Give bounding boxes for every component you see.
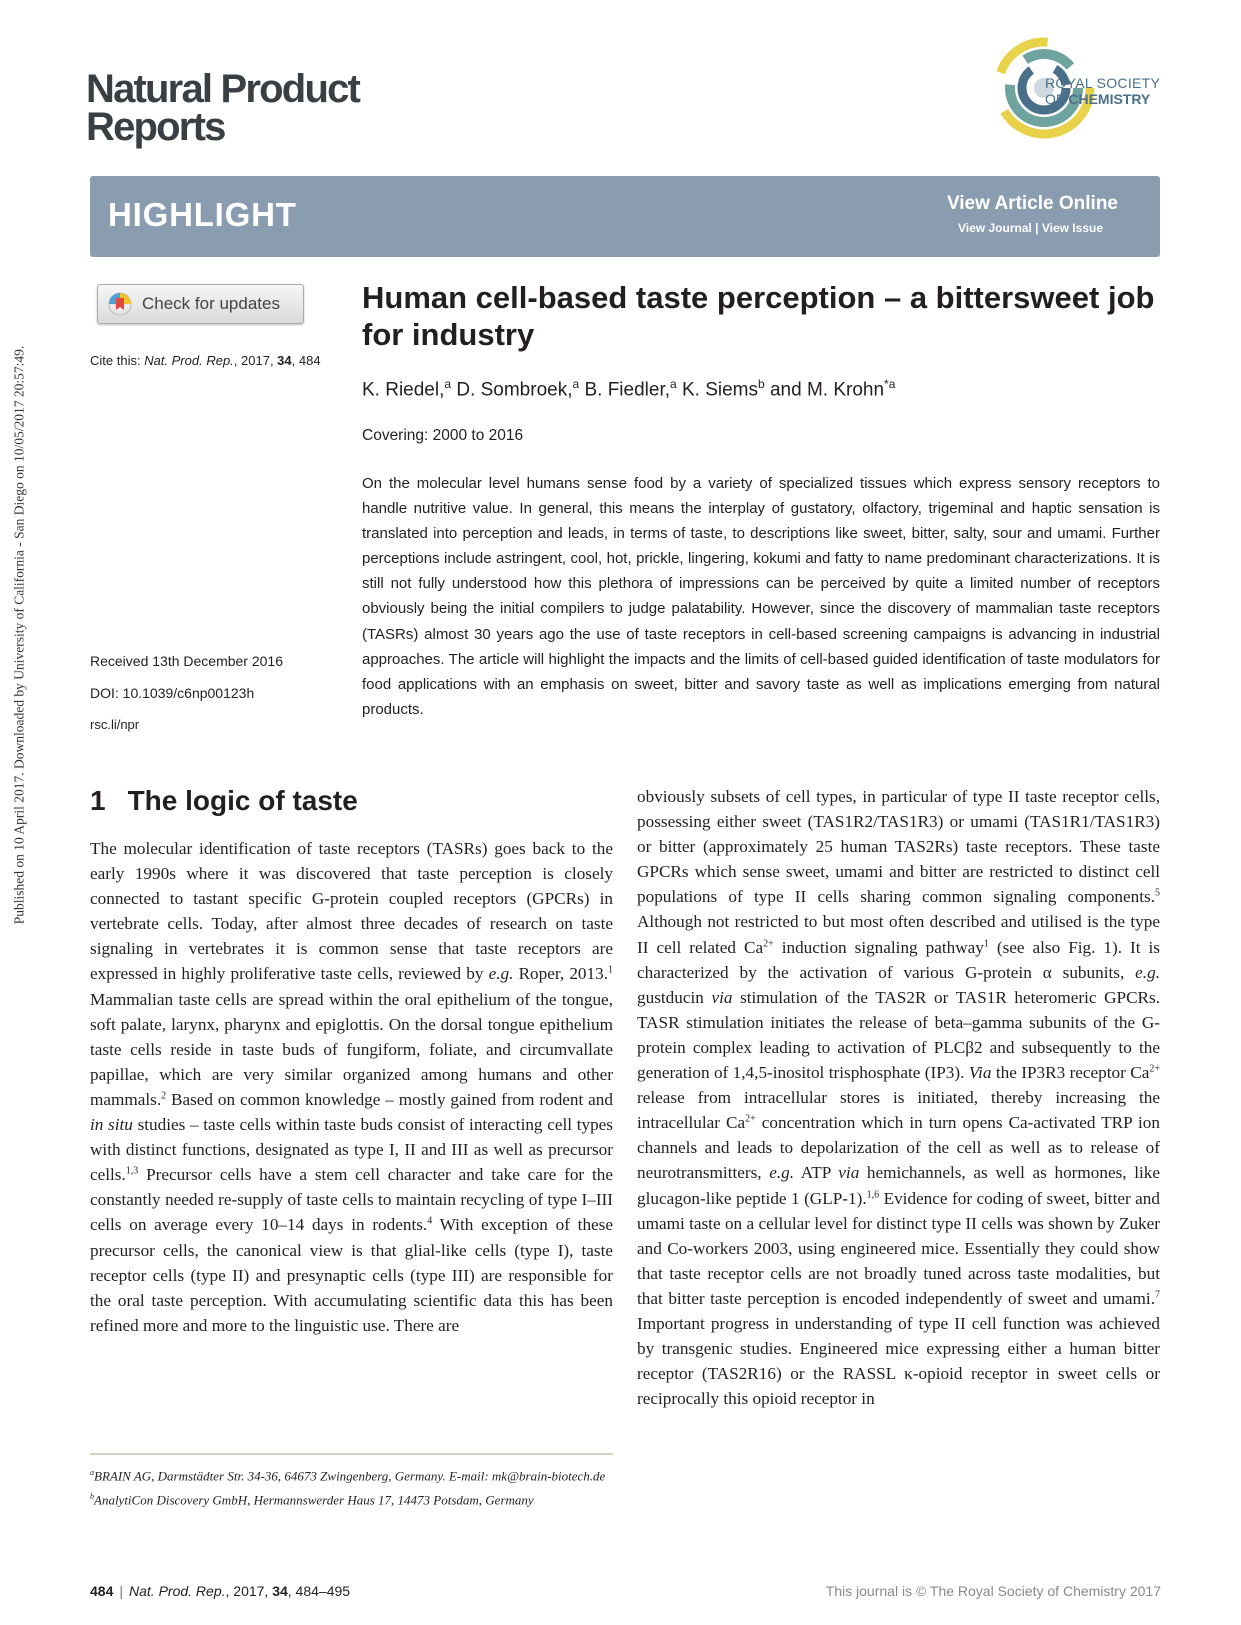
page-footer-citation: 484 | Nat. Prod. Rep., 2017, 34, 484–495 [90, 1583, 351, 1599]
journal-title[interactable] [86, 67, 360, 149]
rsc-wordmark-line1: ROYAL SOCIETY [1045, 75, 1161, 91]
view-article-online-link[interactable]: View Article Online [946, 193, 1118, 214]
rsc-wordmark-of: OF [1045, 91, 1065, 107]
reference-link[interactable]: 1 [608, 964, 613, 976]
journal-title-line1: Natural Product [86, 67, 360, 111]
citation: Cite this: Nat. Prod. Rep., 2017, 34, 484 [90, 353, 321, 368]
crossmark-icon [108, 292, 132, 316]
reference-link[interactable]: 5 [1155, 887, 1160, 899]
page-number: 484 [90, 1583, 114, 1599]
footnote-a: $^a$BRAIN AG, Darmstädter Str. 34-36, 64673 Zwingenberg, Germany. E-mail: mk@brain-biotech.de [90, 1468, 606, 1484]
check-for-updates-button[interactable] [97, 284, 304, 324]
journal-title-line2: Reports [86, 105, 225, 149]
reference-link[interactable]: 1 [983, 937, 989, 949]
article-title: Human cell-based taste perception – a bittersweet job for industry [362, 280, 1155, 352]
download-notice-text: Published on 10 April 2017. Downloaded by University of California - San Diego on 10/05/2017 20:57:49. [11, 345, 27, 925]
view-journal-issue-links[interactable]: View Journal | View Issue [958, 221, 1103, 235]
article-type-label: HIGHLIGHT [108, 196, 297, 233]
body-column-left: The molecular identification of taste receptors (TASRs) goes back to the early 1990s where it was discovered that taste perception is closely connected to tastant specific G-protein coupled receptors (GPCRs) in vertebrate cells. Today, after almost three decades of research on taste signaling in vertebrates it is common sense that taste receptors are expressed in highly proliferative taste cells, reviewed by e.g. Roper, 2013.$^1$ Mammalian taste cells are spread within the oral epithelium of the tongue, soft palate, larynx, pharynx and epiglottis. On the dorsal tongue epithelium taste cells reside in taste buds of fungiform, foliate, and circumvallate papillae, which are very similar organized among humans and other mammals.$^2$ Based on common knowledge – mostly gained from rodent and in situ studies – taste cells within taste buds consist of interacting cell types with distinct functions, designated as type I, II and III as well as precursor cells.$^{1,3}$ Precursor cells have a stem cell character and take care for the constantly needed re-supply of taste cells to maintain recycling of type I–III cells on average every 10–14 days in rodents.$^4$ With exception of these precursor cells, the canonical view is that glial-like cells (type I), taste receptor cells (type II) and presynaptic cells (type III) are responsible for the oral taste perception. With accumulating scientific data this has been refined more and more to the linguistic use. There are [90, 839, 614, 1335]
reference-link[interactable]: 2 [161, 1090, 167, 1102]
reference-link[interactable]: 7 [1155, 1289, 1160, 1301]
rsc-wordmark-chemistry: CHEMISTRY [1068, 91, 1151, 107]
section-heading [90, 785, 358, 817]
abstract: On the molecular level humans sense food by a variety of specialized tissues which express sensory receptors to handle nutritive value. In general, this means the interplay of gustatory, olfactory, trigeminal and haptic sensation is translated into perception and leads, in terms of taste, to descriptions like sweet, bitter, salty, sour and umami. Further perceptions include astringent, cool, hot, prickle, lingering, kokumi and fatty to name predominant characterizations. It is still not fully understood how this plethora of impressions can be perceived by quite a limited number of receptors obviously being the initial compilers to judge palatability. However, since the discovery of mammalian taste receptors (TASRs) almost 30 years ago the use of taste receptors in cell-based screening campaigns is advancing in industrial approaches. The article will highlight the impacts and the limits of cell-based guided identification of taste modulators for food applications with an emphasis on sweet, bitter and savory taste as well as implications emerging from natural products. [362, 475, 1160, 718]
footnote-divider [90, 1453, 613, 1455]
reference-link[interactable]: 4 [427, 1215, 433, 1227]
author-list: K. Riedel,$^a$ D. Sombroek,$^a$ B. Fiedler,$^a$ K. Siems$^b$ and M. Krohn$^{*a}$ [362, 377, 896, 401]
short-url-link[interactable]: rsc.li/npr [90, 717, 140, 732]
covering-period: Covering: 2000 to 2016 [362, 427, 524, 444]
rsc-wordmark [1045, 75, 1160, 107]
reference-link[interactable]: 1,6 [866, 1188, 880, 1200]
check-for-updates-label: Check for updates [142, 294, 280, 313]
download-notice [8, 275, 30, 995]
received-date: Received 13th December 2016 [90, 653, 284, 669]
footnote-b: $^b$AnalytiCon Discovery GmbH, Hermannswerder Haus 17, 14473 Potsdam, Germany [90, 1492, 534, 1508]
section-title: The logic of taste [127, 785, 358, 816]
doi[interactable]: DOI: 10.1039/c6np00123h [90, 685, 255, 701]
affiliation-footnotes [90, 1462, 613, 1511]
section-number: 1 [90, 785, 106, 816]
body-column-right: obviously subsets of cell types, in particular of type II taste receptor cells, possessing either sweet (TAS1R2/TAS1R3) or umami (TAS1R1/TAS1R3) or bitter (approximately 25 human TAS2Rs) taste receptors. These taste GPCRs which sense sweet, umami and bitter are restricted to distinct cell populations of type II cells sharing common signaling components.$^5$ Although not restricted to but most often described and utilised is the type II cell related $Ca^{2+}$ induction signaling pathway$^1$ (see also Fig. 1). It is characterized by the activation of various G-protein α subunits, e.g. gustducin via stimulation of the TAS2R or TAS1R heteromeric GPCRs. TASR stimulation initiates the release of beta–gamma subunits of the G-protein complex leading to activation of PLCβ2 and subsequently to the generation of 1,4,5-inositol trisphosphate (IP3). Via the IP3R3 receptor $Ca^{2+}$ release from intracellular stores is initiated, thereby increasing the intracellular $Ca^{2+}$ concentration which in turn opens Ca-activated TRP ion channels and leads to depolarization of the cell as well as to release of neurotransmitters, e.g. ATP via hemichannels, as well as hormones, like glucagon-like peptide 1 (GLP-1).$^{1,6}$ Evidence for coding of sweet, bitter and umami taste on a cellular level for distinct type II cells was shown by Zuker and Co-workers 2003, using engineered mice. Essentially they could show that taste receptor cells are not broadly tuned across taste modalities, but that bitter taste perception is encoded independently of sweet and umami.$^7$ Important progress in understanding of type II cell function was achieved by transgenic studies. Engineered mice expressing either a human bitter receptor (TAS2R16) or the RASSL κ-opioid receptor in sweet cells or reciprocally this opioid receptor in [637, 787, 1161, 1409]
reference-link[interactable]: 1,3 [125, 1165, 139, 1177]
copyright-notice: This journal is © The Royal Society of Chemistry 2017 [825, 1583, 1161, 1599]
highlight-banner [90, 176, 1160, 257]
